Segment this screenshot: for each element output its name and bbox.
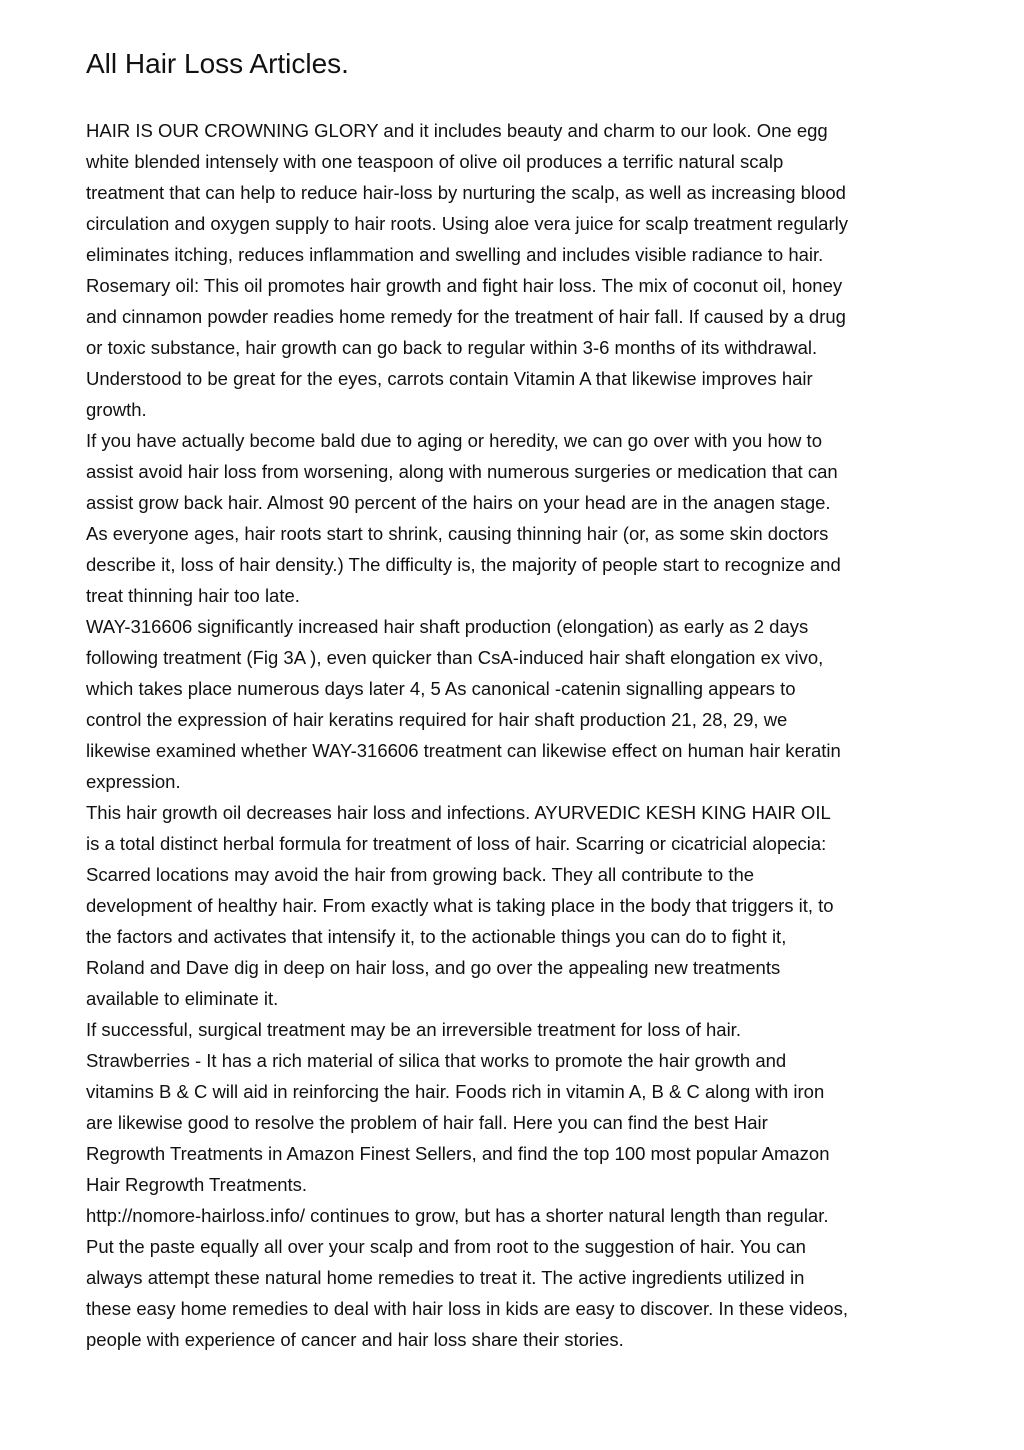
text-line: Roland and Dave dig in deep on hair loss, and go over the appealing new treatments	[86, 957, 781, 978]
page-title: All Hair Loss Articles.	[86, 48, 349, 79]
text-line: circulation and oxygen supply to hair roots. Using aloe vera juice for scalp treatment regularly	[86, 213, 848, 234]
text-line: Regrowth Treatments in Amazon Finest Sellers, and find the top 100 most popular Amazon	[86, 1143, 830, 1164]
text-line: treat thinning hair too late.	[86, 585, 300, 606]
text-line: and cinnamon powder readies home remedy for the treatment of hair fall. If caused by a drug	[86, 306, 846, 327]
text-line: assist grow back hair. Almost 90 percent of the hairs on your head are in the anagen stage.	[86, 492, 831, 513]
text-line: If you have actually become bald due to aging or heredity, we can go over with you how to	[86, 430, 822, 451]
text-line: Hair Regrowth Treatments.	[86, 1174, 308, 1195]
text-line: or toxic substance, hair growth can go back to regular within 3-6 months of its withdrawal.	[86, 337, 818, 358]
text-line: following treatment (Fig 3A ), even quicker than CsA-induced hair shaft elongation ex vivo,	[86, 647, 824, 668]
text-line: As everyone ages, hair roots start to shrink, causing thinning hair (or, as some skin doctors	[86, 523, 829, 544]
text-line: development of healthy hair. From exactly what is taking place in the body that triggers it, to	[86, 895, 834, 916]
text-line: This hair growth oil decreases hair loss and infections. AYURVEDIC KESH KING HAIR OIL	[86, 802, 831, 823]
text-line: Put the paste equally all over your scalp and from root to the suggestion of hair. You can	[86, 1236, 806, 1257]
text-line: Understood to be great for the eyes, carrots contain Vitamin A that likewise improves hair	[86, 368, 813, 389]
text-line: white blended intensely with one teaspoon of olive oil produces a terrific natural scalp	[86, 151, 784, 172]
text-line: vitamins B & C will aid in reinforcing the hair. Foods rich in vitamin A, B & C along with iron	[86, 1081, 825, 1102]
text-line: people with experience of cancer and hair loss share their stories.	[86, 1329, 624, 1350]
text-line: treatment that can help to reduce hair-loss by nurturing the scalp, as well as increasing blood	[86, 182, 846, 203]
text-line: assist avoid hair loss from worsening, along with numerous surgeries or medication that can	[86, 461, 838, 482]
text-line: WAY-316606 significantly increased hair shaft production (elongation) as early as 2 days	[86, 616, 809, 637]
text-line: expression.	[86, 771, 181, 792]
text-line: eliminates itching, reduces inflammation and swelling and includes visible radiance to hair.	[86, 244, 824, 265]
text-line: control the expression of hair keratins required for hair shaft production 21, 28, 29, we	[86, 709, 788, 730]
text-line: Rosemary oil: This oil promotes hair growth and fight hair loss. The mix of coconut oil, honey	[86, 275, 843, 296]
text-line: the factors and activates that intensify it, to the actionable things you can do to fight it,	[86, 926, 787, 947]
text-line: If successful, surgical treatment may be an irreversible treatment for loss of hair.	[86, 1019, 741, 1040]
text-line: available to eliminate it.	[86, 988, 279, 1009]
text-line: Strawberries - It has a rich material of silica that works to promote the hair growth and	[86, 1050, 787, 1071]
text-line: are likewise good to resolve the problem of hair fall. Here you can find the best Hair	[86, 1112, 768, 1133]
text-line: HAIR IS OUR CROWNING GLORY and it includes beauty and charm to our look. One egg	[86, 120, 828, 141]
text-line: growth.	[86, 399, 147, 420]
text-line: these easy home remedies to deal with hair loss in kids are easy to discover. In these videos,	[86, 1298, 848, 1319]
text-line: likewise examined whether WAY-316606 treatment can likewise effect on human hair keratin	[86, 740, 841, 761]
article-body	[86, 115, 966, 1355]
text-line: describe it, loss of hair density.) The difficulty is, the majority of people start to recognize and	[86, 554, 841, 575]
text-line: which takes place numerous days later 4, 5 As canonical -catenin signalling appears to	[86, 678, 796, 699]
text-line: always attempt these natural home remedies to treat it. The active ingredients utilized in	[86, 1267, 805, 1288]
text-line: http://nomore-hairloss.info/ continues to grow, but has a shorter natural length than regular.	[86, 1205, 829, 1226]
text-line: is a total distinct herbal formula for treatment of loss of hair. Scarring or cicatricial alopecia:	[86, 833, 827, 854]
text-line: Scarred locations may avoid the hair from growing back. They all contribute to the	[86, 864, 755, 885]
